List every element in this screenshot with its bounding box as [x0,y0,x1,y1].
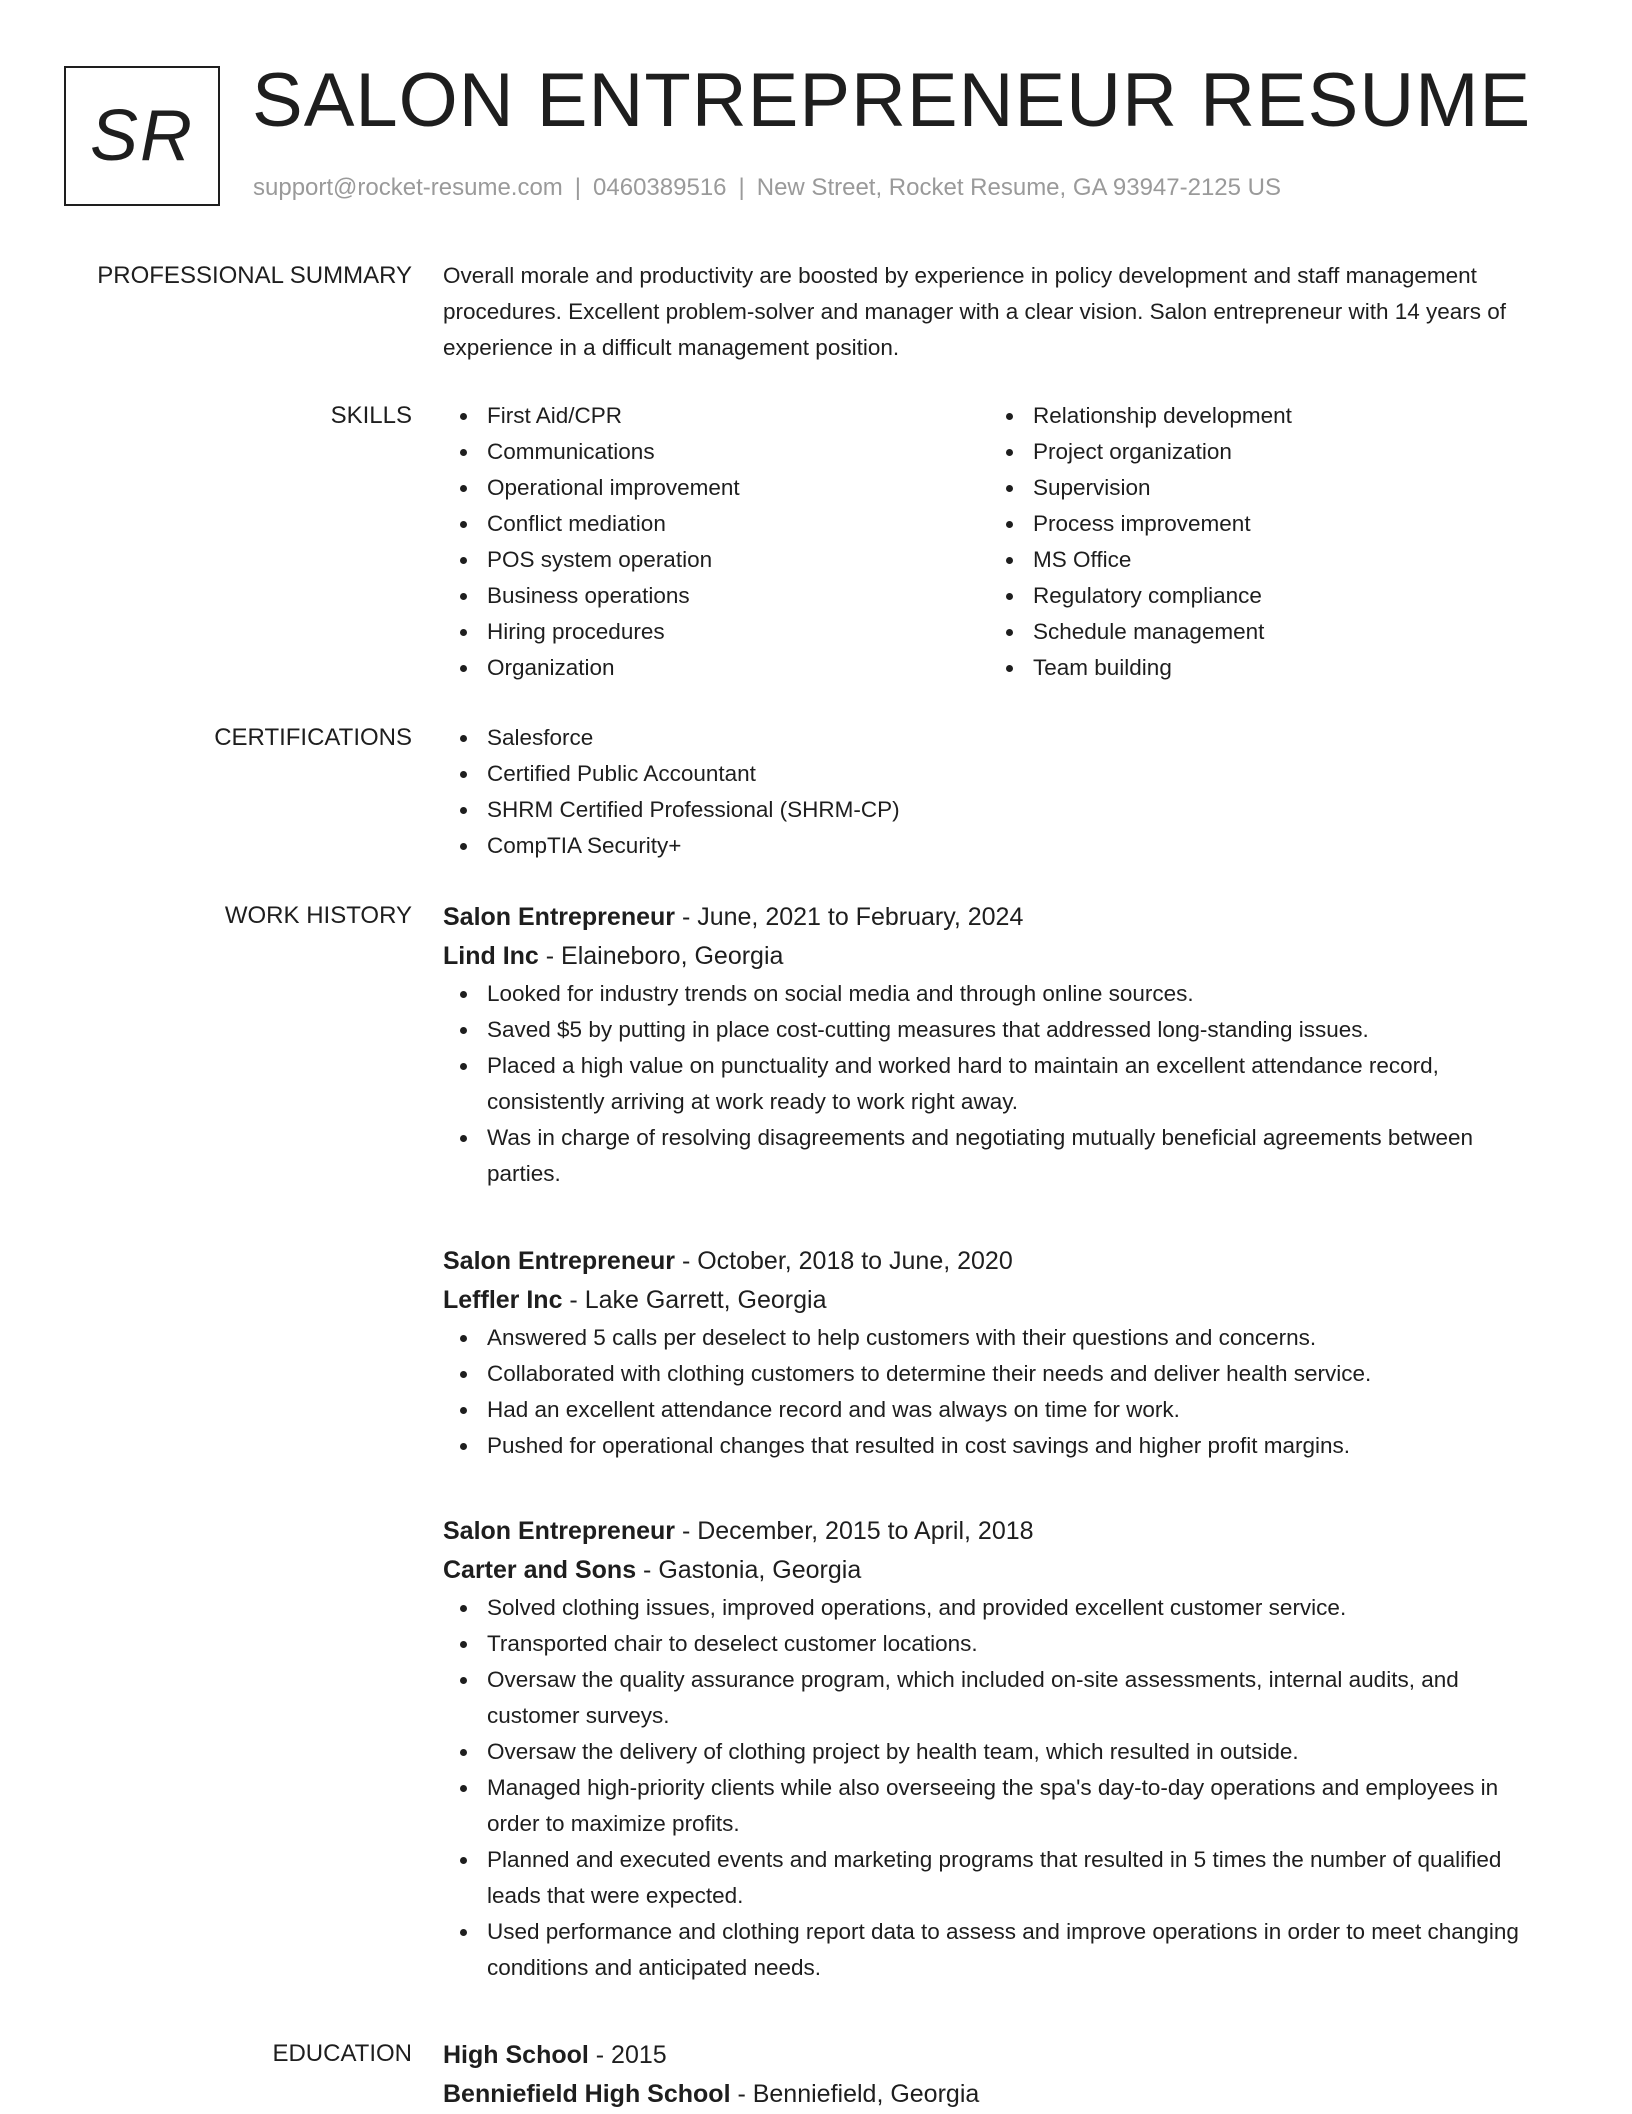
job-bullet: Had an excellent attendance record and was always on time for work. [443,1392,1553,1428]
job-bullets [443,976,1553,1192]
monogram-box [64,66,220,206]
job-bullet: Saved $5 by putting in place cost-cutting measures that addressed long-standing issues. [443,1012,1553,1048]
monogram-initials: SR [89,96,195,176]
skill-item: POS system operation [443,542,989,578]
education-school: Benniefield High School [443,2080,731,2108]
education-body [443,2036,1553,2114]
skills-list-right [989,398,1535,686]
summary-text: Overall morale and productivity are boosted by experience in policy development and staff management procedures. Excellent problem-solver and manager with a clear vision. Salon entrepreneur with 14 years of experience in a difficult management position. [443,263,1507,360]
job-bullet: Managed high-priority clients while also overseeing the spa's day-to-day operations and employees in order to maximize profits. [443,1770,1553,1842]
job-bullet: Placed a high value on punctuality and worked hard to maintain an excellent attendance record, consistently arriving at work ready to work right away. [443,1048,1553,1120]
job-bullet: Collaborated with clothing customers to determine their needs and deliver health service. [443,1356,1553,1392]
section-label-certifications: CERTIFICATIONS [214,724,412,751]
education-year: - 2015 [588,2041,667,2069]
job-location: - Lake Garrett, Georgia [562,1286,827,1314]
skills-body [443,398,1553,686]
certification-item: CompTIA Security+ [443,828,1553,864]
summary-body [443,258,1553,366]
job-bullet: Used performance and clothing report data to assess and improve operations in order to meet changing conditions and anticipated needs. [443,1914,1553,1986]
job-bullet: Looked for industry trends on social media and through online sources. [443,976,1553,1012]
skills-list-left [443,398,989,686]
contact-separator: | [738,174,745,201]
certification-item: Certified Public Accountant [443,756,1553,792]
job-company: Leffler Inc [443,1286,563,1314]
job-location: - Elaineboro, Georgia [538,942,784,970]
skill-item: MS Office [989,542,1535,578]
skills-grid [443,398,1553,686]
skill-item: Schedule management [989,614,1535,650]
job-company-line [443,1281,1553,1320]
job-title: Salon Entrepreneur [443,1247,675,1275]
job-bullets [443,1590,1553,1986]
job-entry-3 [443,1512,1553,1986]
job-company-line [443,937,1553,976]
job-bullet: Answered 5 calls per deselect to help customers with their questions and concerns. [443,1320,1553,1356]
job-bullet: Transported chair to deselect customer locations. [443,1626,1553,1662]
skill-item: Regulatory compliance [989,578,1535,614]
resume-title: SALON ENTREPRENEUR RESUME [252,58,1532,143]
job-dates: - December, 2015 to April, 2018 [675,1517,1034,1545]
job-title-line [443,1242,1553,1281]
skill-item: Team building [989,650,1535,686]
contact-line [253,174,1281,202]
certifications-list [443,720,1553,864]
skill-item: Process improvement [989,506,1535,542]
job-entry-2 [443,1242,1553,1464]
section-label-education: EDUCATION [272,2040,412,2067]
job-title-line [443,1512,1553,1551]
skill-item: Conflict mediation [443,506,989,542]
skill-item: Relationship development [989,398,1535,434]
job-bullet: Planned and executed events and marketing programs that resulted in 5 times the number of qualified leads that were expected. [443,1842,1553,1914]
contact-phone[interactable]: 0460389516 [593,174,727,201]
skill-item: Project organization [989,434,1535,470]
certification-item: SHRM Certified Professional (SHRM-CP) [443,792,1553,828]
job-bullet: Solved clothing issues, improved operations, and provided excellent customer service. [443,1590,1553,1626]
certifications-body [443,720,1553,864]
section-label-work-history: WORK HISTORY [224,902,412,929]
contact-address: New Street, Rocket Resume, GA 93947-2125 US [756,174,1282,201]
skill-item: Supervision [989,470,1535,506]
skill-item: First Aid/CPR [443,398,989,434]
education-school-line [443,2075,1553,2114]
job-bullet: Oversaw the delivery of clothing project by health team, which resulted in outside. [443,1734,1553,1770]
skill-item: Hiring procedures [443,614,989,650]
job-location: - Gastonia, Georgia [636,1556,862,1584]
education-location: - Benniefield, Georgia [730,2080,980,2108]
section-label-skills: SKILLS [330,402,412,429]
job-title-line [443,898,1553,937]
job-bullet: Oversaw the quality assurance program, which included on-site assessments, internal audits, and customer surveys. [443,1662,1553,1734]
job-bullet: Pushed for operational changes that resulted in cost savings and higher profit margins. [443,1428,1553,1464]
job-title: Salon Entrepreneur [443,903,675,931]
skill-item: Communications [443,434,989,470]
job-company: Carter and Sons [443,1556,637,1584]
education-degree: High School [443,2041,589,2069]
job-bullet: Was in charge of resolving disagreements and negotiating mutually beneficial agreements between parties. [443,1120,1553,1192]
certification-item: Salesforce [443,720,1553,756]
skill-item: Business operations [443,578,989,614]
contact-separator: | [574,174,582,201]
job-entry [443,898,1553,1192]
section-label-summary: PROFESSIONAL SUMMARY [97,262,412,289]
skill-item: Operational improvement [443,470,989,506]
contact-email[interactable]: support@rocket-resume.com [253,174,563,201]
job-bullets [443,1320,1553,1464]
job-company: Lind Inc [443,942,539,970]
job-dates: - June, 2021 to February, 2024 [675,903,1024,931]
job-company-line [443,1551,1553,1590]
job-title: Salon Entrepreneur [443,1517,675,1545]
education-degree-line [443,2036,1553,2075]
job-dates: - October, 2018 to June, 2020 [675,1247,1013,1275]
skill-item: Organization [443,650,989,686]
work-history-body [443,898,1553,1192]
